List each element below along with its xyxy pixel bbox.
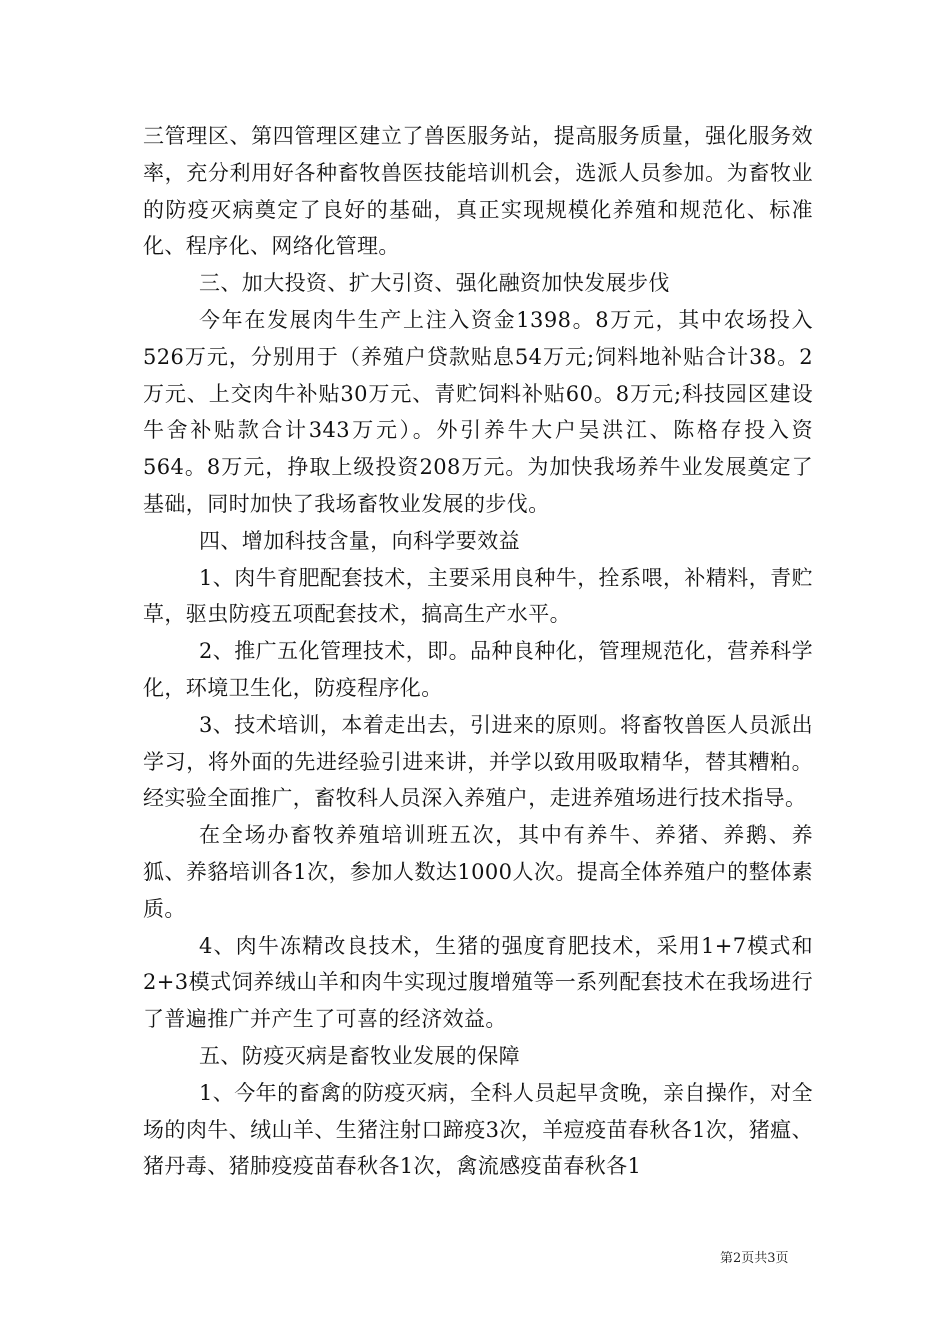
paragraph-tech-item-1: 1、肉牛育肥配套技术，主要采用良种牛，拴系喂，补精料，青贮草，驱虫防疫五项配套技术，搞高生产水平。	[143, 565, 813, 627]
paragraph-service-station: 三管理区、第四管理区建立了兽医服务站，提高服务质量，强化服务效率，充分利用好各种畜牧兽医技能培训机会，选派人员参加。为畜牧业的防疫灭病奠定了良好的基础，真正实现规模化养殖和规范化、标准化、程序化、网络化管理。	[143, 124, 813, 259]
paragraph-tech-item-2: 2、推广五化管理技术，即。品种良种化，管理规范化，营养科学化，环境卫生化，防疫程序化。	[143, 639, 813, 700]
document-body	[143, 118, 813, 1185]
paragraph-tech-item-3: 3、技术培训，本着走出去，引进来的原则。将畜牧兽医人员派出学习，将外面的先进经验引进来讲，并学以致用吸取精华，替其糟粕。经实验全面推广，畜牧科人员深入养殖户，走进养殖场进行技术指导。	[143, 712, 813, 811]
paragraph-tech-item-4: 4、肉牛冻精改良技术，生猪的强度育肥技术，采用1+7模式和2+3模式饲养绒山羊和肉牛实现过腹增殖等一系列配套技术在我场进行了普遍推广并产生了可喜的经济效益。	[143, 933, 813, 1032]
heading-technology: 四、增加科技含量，向科学要效益	[199, 528, 520, 553]
paragraph-training-classes: 在全场办畜牧养殖培训班五次，其中有养牛、养猪、养鹅、养狐、养貉培训各1次，参加人数达1000人次。提高全体养殖户的整体素质。	[143, 823, 813, 921]
page-number: 第2页共3页	[720, 1251, 789, 1266]
paragraph-prevention-item-1: 1、今年的畜禽的防疫灭病，全科人员起早贪晚，亲自操作，对全场的肉牛、绒山羊、生猪注射口蹄疫3次，羊痘疫苗春秋各1次，猪瘟、猪丹毒、猪肺疫疫苗春秋各1次，禽流感疫苗春秋各1	[143, 1080, 813, 1179]
heading-epidemic-prevention: 五、防疫灭病是畜牧业发展的保障	[199, 1043, 520, 1068]
paragraph-investment-details: 今年在发展肉牛生产上注入资金1398。8万元，其中农场投入526万元，分别用于（养殖户贷款贴息54万元;饲料地补贴合计38。2万元、上交肉牛补贴30万元、青贮饲料补贴60。8万元;科技园区建设牛舍补贴款合计343万元）。外引养牛大户吴洪江、陈格存投入资564。8万元，挣取上级投资208万元。为加快我场养牛业发展奠定了基础，同时加快了我场畜牧业发展的步伐。	[143, 307, 813, 516]
heading-investment: 三、加大投资、扩大引资、强化融资加快发展步伐	[199, 271, 670, 296]
